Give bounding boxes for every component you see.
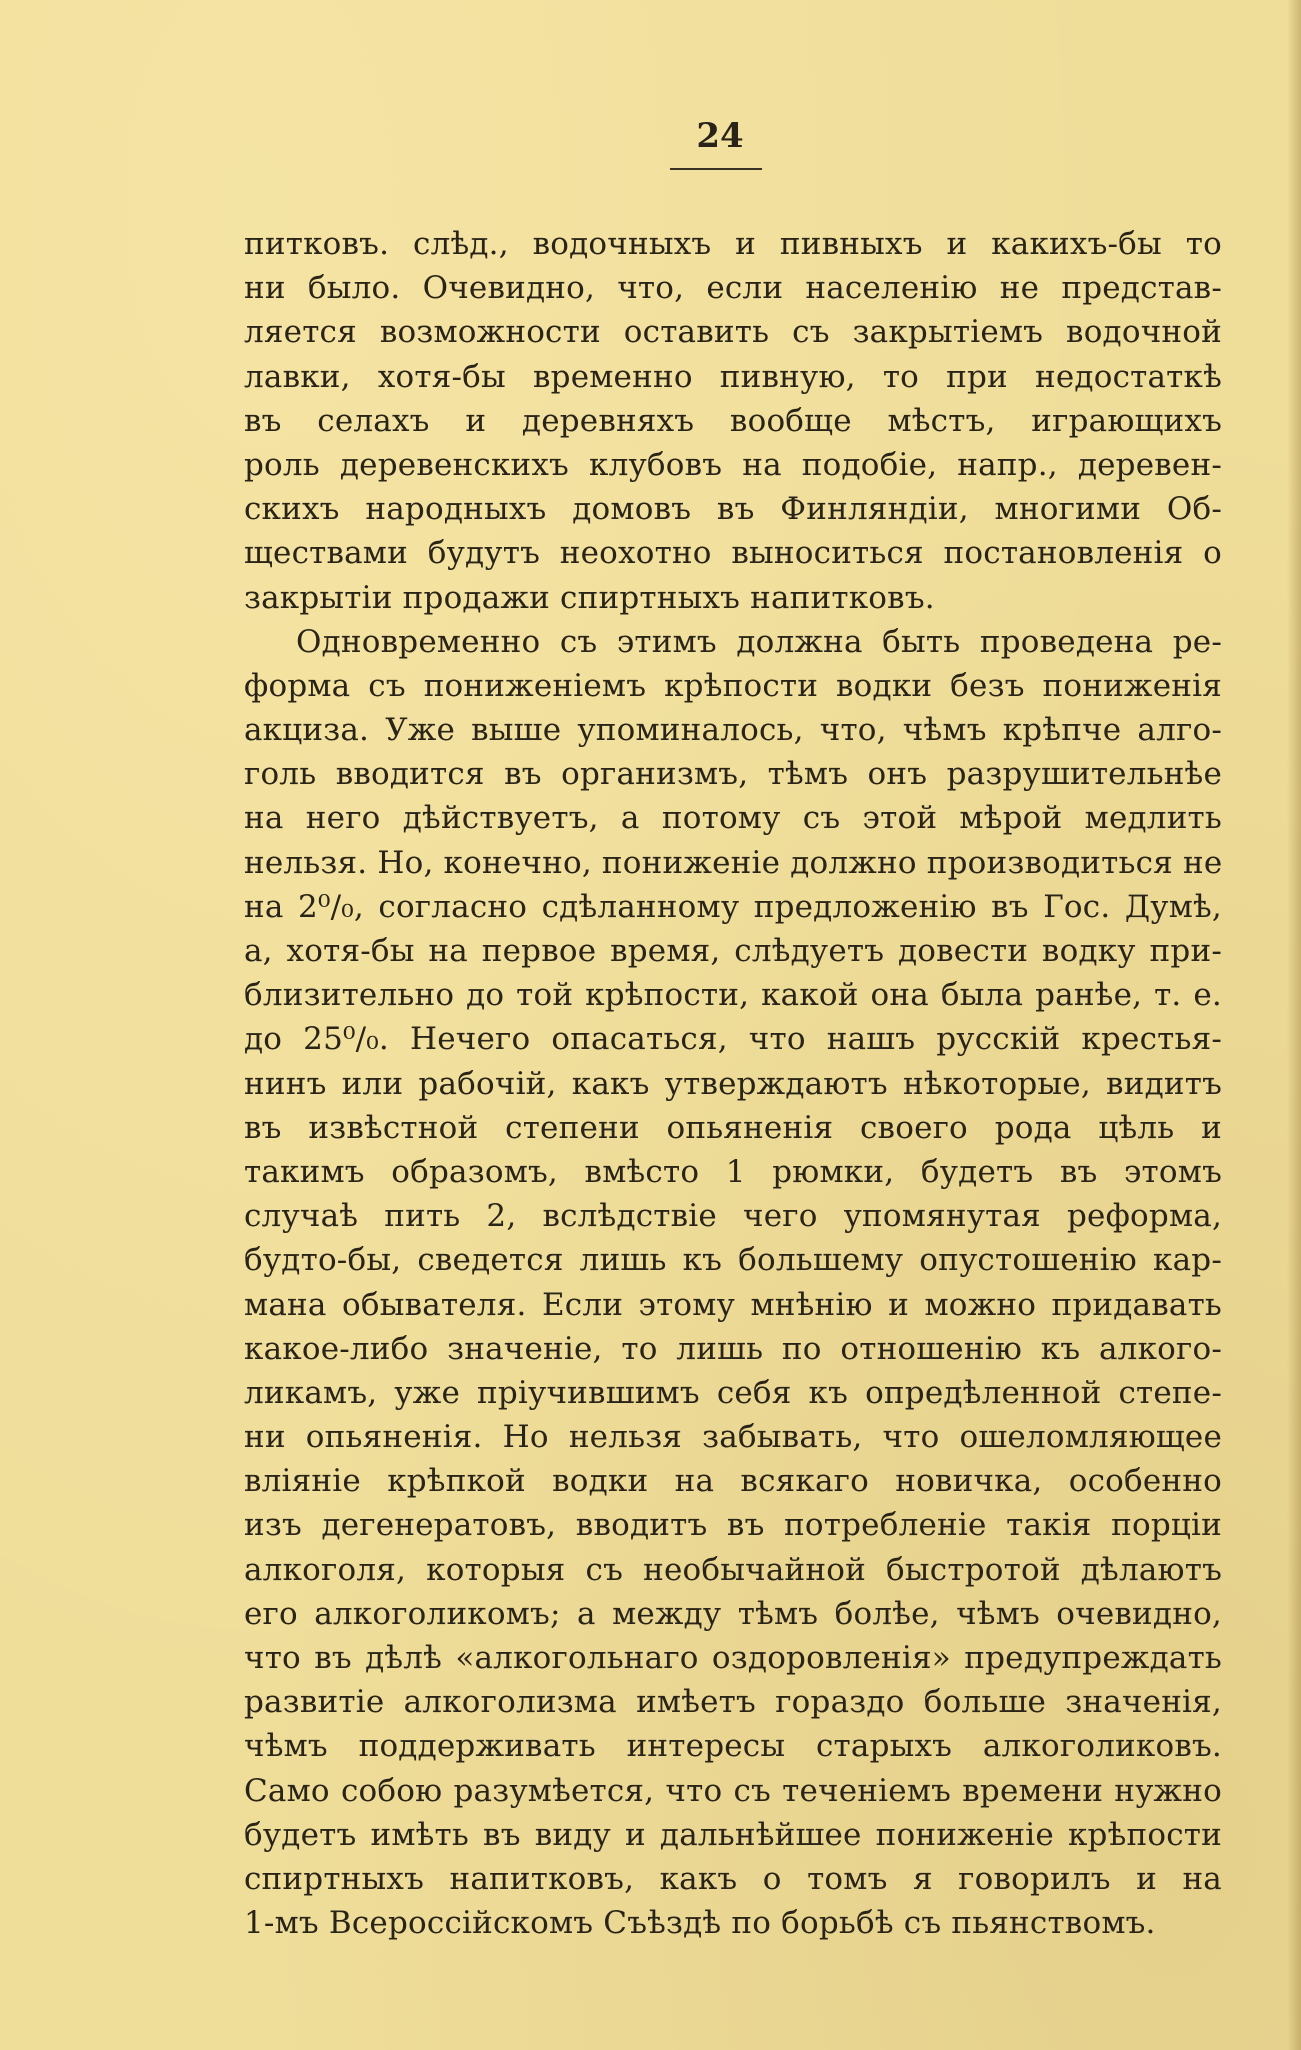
text-line: близительно до той крѣпости, какой она была ранѣе, т. е. <box>244 977 1222 1014</box>
text-line: спиртныхъ напитковъ, какъ о томъ я говорилъ и на <box>244 1860 1222 1897</box>
text-line: ществами будутъ неохотно выноситься постановленія о <box>244 535 1222 572</box>
text-line: нинъ или рабочій, какъ утверждаютъ нѣкоторые, видитъ <box>244 1065 1222 1102</box>
text-line: чѣмъ поддерживать интересы старыхъ алкоголиковъ. <box>244 1728 1222 1765</box>
text-line: вліяніе крѣпкой водки на всякаго новичка, особенно <box>244 1463 1222 1500</box>
text-line: его алкоголикомъ; а между тѣмъ болѣе, чѣмъ очевидно, <box>244 1595 1222 1632</box>
text-line: роль деревенскихъ клубовъ на подобіе, напр., деревен- <box>244 446 1222 483</box>
text-line: лавки, хотя-бы временно пивную, то при недостаткѣ <box>244 358 1222 395</box>
text-line: случаѣ пить 2, вслѣдствіе чего упомянутая реформа, <box>244 1198 1222 1235</box>
text-line: ляется возможности оставить съ закрытіемъ водочной <box>244 314 1222 351</box>
text-line: въ извѣстной степени опьяненія своего рода цѣль и <box>244 1109 1222 1146</box>
paragraph-start-line: Одновременно съ этимъ должна быть проведена ре- <box>296 623 1222 660</box>
body-text <box>244 222 1222 1945</box>
text-line: нельзя. Но, конечно, пониженіе должно производиться не <box>244 844 1223 881</box>
text-line: какое-либо значеніе, то лишь по отношенію къ алкого- <box>244 1330 1222 1367</box>
page-number: 24 <box>696 116 744 156</box>
text-line: такимъ образомъ, вмѣсто 1 рюмки, будетъ въ этомъ <box>244 1153 1222 1190</box>
text-line: до 25⁰/₀. Нечего опасаться, что нашъ русскій крестья- <box>244 1021 1222 1058</box>
text-line: скихъ народныхъ домовъ въ Финляндіи, многими Об- <box>244 491 1222 528</box>
text-line: закрытіи продажи спиртныхъ напитковъ. <box>244 579 935 616</box>
text-line: на него дѣйствуетъ, а потому съ этой мѣрой медлить <box>244 800 1222 837</box>
text-line: мана обывателя. Если этому мнѣнію и можно придавать <box>244 1286 1222 1323</box>
text-line: будто-бы, сведется лишь къ большему опустошенію кар- <box>244 1242 1222 1279</box>
text-line: на 2⁰/₀, согласно сдѣланному предложенію въ Гос. Думѣ, <box>244 888 1222 925</box>
text-line: Само собою разумѣется, что съ теченіемъ времени нужно <box>244 1772 1222 1809</box>
text-line: а, хотя-бы на первое время, слѣдуетъ довести водку при- <box>244 933 1222 969</box>
text-line: 1-мъ Всероссійскомъ Съѣздѣ по борьбѣ съ пьянствомъ. <box>244 1905 1156 1942</box>
text-line: голь вводится въ организмъ, тѣмъ онъ разрушительнѣе <box>244 756 1222 793</box>
page-number-rule <box>670 168 762 170</box>
text-line: развитіе алкоголизма имѣетъ гораздо больше значенія, <box>244 1684 1222 1721</box>
text-line: форма съ пониженіемъ крѣпости водки безъ пониженія <box>244 667 1222 704</box>
text-line: питковъ. слѣд., водочныхъ и пивныхъ и какихъ-бы то <box>244 226 1222 262</box>
text-line: въ селахъ и деревняхъ вообще мѣстъ, играющихъ <box>244 402 1222 439</box>
page-edge-shadow <box>1287 0 1301 2050</box>
text-line: будетъ имѣть въ виду и дальнѣйшее пониженіе крѣпости <box>244 1816 1222 1853</box>
text-line: что въ дѣлѣ «алкогольнаго оздоровленія» предупреждать <box>244 1640 1222 1676</box>
text-line: ни было. Очевидно, что, если населенію не представ- <box>244 270 1222 307</box>
text-line: ликамъ, уже пріучившимъ себя къ опредѣленной степе- <box>244 1374 1222 1411</box>
text-line: изъ дегенератовъ, вводитъ въ потребленіе такія порціи <box>244 1507 1222 1544</box>
text-line: акциза. Уже выше упоминалось, что, чѣмъ крѣпче алго- <box>244 712 1222 749</box>
text-line: алкоголя, которыя съ необычайной быстротой дѣлаютъ <box>244 1551 1222 1588</box>
text-line: ни опьяненія. Но нельзя забывать, что ошеломляющее <box>244 1419 1222 1456</box>
